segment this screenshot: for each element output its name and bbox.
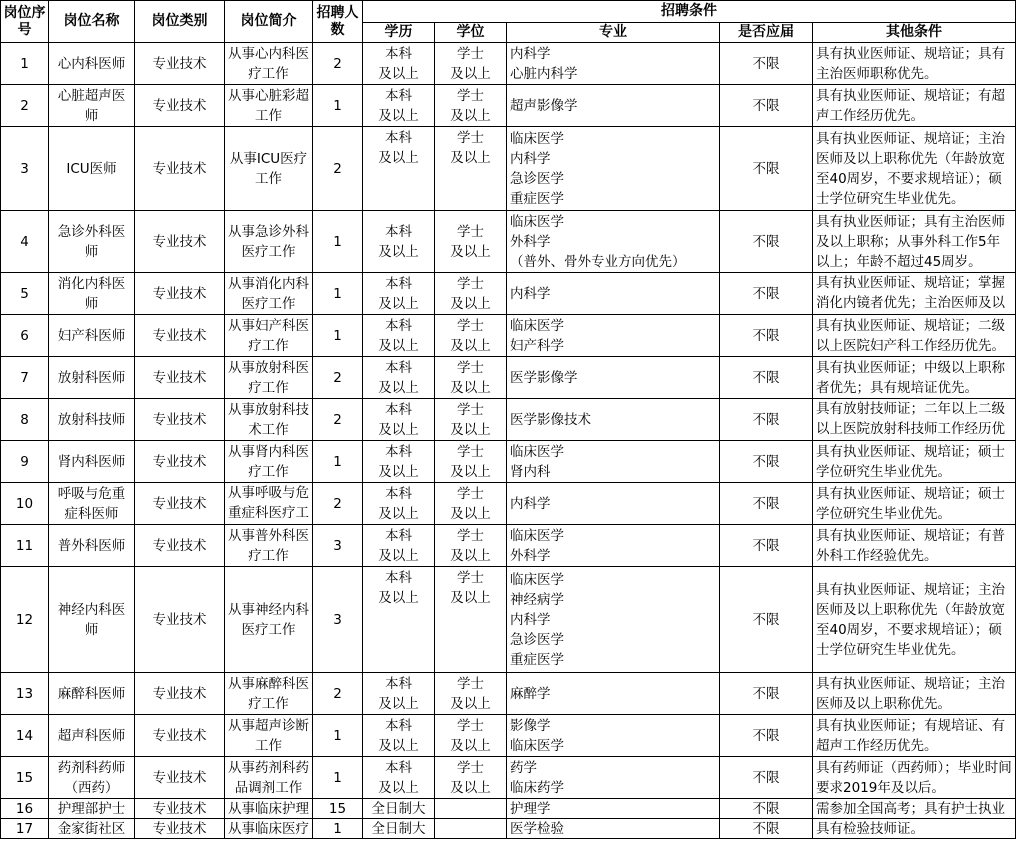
edu-line: 及以上: [378, 107, 419, 124]
cell-education: [363, 441, 435, 483]
table-row: [1, 715, 1016, 757]
cell-seq: 5: [1, 273, 49, 315]
cell-intro: 从事麻醉科医疗工作: [225, 673, 313, 715]
edu-line: 及以上: [378, 295, 419, 312]
cell-other: 具有执业医师证；有规培证、有超声工作经历优先。: [813, 715, 1016, 757]
major-line: 内科学: [510, 285, 551, 302]
cell-major: [507, 127, 720, 211]
cell-name: 护理部护士: [49, 799, 135, 819]
cell-name: 消化内科医师: [49, 273, 135, 315]
cell-category: 专业技术: [135, 273, 225, 315]
cell-other: 具有执业医师证；中级以上职称者优先；具有规培证优先。: [813, 357, 1016, 399]
cell-other: 具有执业医师证、规培证；硕士学位研究生毕业优先。: [813, 483, 1016, 525]
cell-intro: 从事急诊外科医疗工作: [225, 211, 313, 273]
deg-line: 学士: [457, 527, 484, 544]
cell-education: [363, 483, 435, 525]
cell-other: 具有执业医师证、规培证；主治医师及以上职称优先（年龄放宽至40周岁，不要求规培证）；硕士学位研究生毕业优先。: [813, 567, 1016, 673]
major-line: 临床医学: [510, 130, 564, 147]
cell-major: [507, 567, 720, 673]
cell-intro: 从事临床护理: [225, 799, 313, 819]
cell-other: 具有执业医师证、规培证；有超声工作经历优先。: [813, 85, 1016, 127]
cell-major: [507, 757, 720, 799]
cell-seq: 10: [1, 483, 49, 525]
major-line: 外科学: [510, 233, 551, 250]
cell-degree: [435, 715, 507, 757]
header-category: 岗位类别: [135, 1, 225, 43]
edu-line: 及以上: [378, 695, 419, 712]
major-line: 重症医学: [510, 651, 564, 668]
cell-name: 妇产科医师: [49, 315, 135, 357]
cell-degree: [435, 441, 507, 483]
cell-fresh: 不限: [720, 799, 813, 819]
cell-count: 2: [313, 673, 363, 715]
cell-major: [507, 525, 720, 567]
cell-education: [363, 819, 435, 839]
cell-degree: [435, 799, 507, 819]
cell-intro: 从事ICU医疗工作: [225, 127, 313, 211]
edu-line: 本科: [385, 275, 412, 292]
cell-major: [507, 85, 720, 127]
deg-line: 学士: [457, 485, 484, 502]
cell-major: [507, 399, 720, 441]
cell-seq: 8: [1, 399, 49, 441]
edu-line: 本科: [385, 675, 412, 692]
cell-seq: 16: [1, 799, 49, 819]
table-row: [1, 799, 1016, 819]
deg-line: 及以上: [450, 695, 491, 712]
major-line: 临床医学: [510, 737, 564, 754]
edu-line: 本科: [385, 570, 412, 586]
cell-count: 1: [313, 315, 363, 357]
header-seq: 岗位序号: [1, 1, 49, 43]
cell-name: 超声科医师: [49, 715, 135, 757]
header-other: 其他条件: [813, 23, 1016, 43]
deg-line: 及以上: [450, 65, 491, 82]
cell-other: 具有检验技师证。: [813, 819, 1016, 839]
cell-major: [507, 715, 720, 757]
table-row: [1, 567, 1016, 673]
cell-category: 专业技术: [135, 799, 225, 819]
deg-line: 及以上: [450, 779, 491, 796]
deg-line: 学士: [457, 675, 484, 692]
cell-degree: [435, 673, 507, 715]
deg-line: 及以上: [450, 295, 491, 312]
edu-line: 及以上: [378, 547, 419, 564]
header-name: 岗位名称: [49, 1, 135, 43]
edu-line: 本科: [385, 317, 412, 334]
cell-fresh: 不限: [720, 441, 813, 483]
cell-name: 肾内科医师: [49, 441, 135, 483]
major-line: 外科学: [510, 547, 551, 564]
cell-seq: 11: [1, 525, 49, 567]
edu-line: 本科: [385, 87, 412, 104]
edu-line: 及以上: [378, 590, 419, 606]
table-row: [1, 273, 1016, 315]
major-line: 内科学: [510, 611, 551, 628]
table-row: [1, 757, 1016, 799]
header-conditions: 招聘条件: [363, 1, 1016, 23]
deg-line: 学士: [457, 401, 484, 418]
cell-degree: [435, 85, 507, 127]
major-line: 护理学: [510, 801, 551, 817]
cell-education: [363, 715, 435, 757]
cell-category: 专业技术: [135, 399, 225, 441]
cell-category: 专业技术: [135, 715, 225, 757]
header-major: 专业: [507, 23, 720, 43]
major-line: 临床医学: [510, 317, 564, 334]
deg-line: 及以上: [450, 737, 491, 754]
deg-line: 及以上: [450, 590, 491, 606]
cell-intro: 从事放射科技术工作: [225, 399, 313, 441]
deg-line: 及以上: [450, 337, 491, 354]
cell-category: 专业技术: [135, 43, 225, 85]
cell-other: 需参加全国高考；具有护士执业: [813, 799, 1016, 819]
table-body: [1, 43, 1016, 839]
table-row: [1, 43, 1016, 85]
cell-category: 专业技术: [135, 441, 225, 483]
cell-fresh: 不限: [720, 43, 813, 85]
major-line: 急诊医学: [510, 170, 564, 187]
deg-line: 及以上: [450, 421, 491, 438]
header-education: 学历: [363, 23, 435, 43]
cell-seq: 15: [1, 757, 49, 799]
deg-line: 及以上: [450, 379, 491, 396]
edu-line: 及以上: [378, 463, 419, 480]
cell-education: [363, 273, 435, 315]
edu-line: 及以上: [378, 505, 419, 522]
major-line: 药学: [510, 759, 537, 776]
deg-line: 学士: [457, 570, 484, 586]
cell-degree: [435, 567, 507, 673]
cell-category: 专业技术: [135, 567, 225, 673]
deg-line: 学士: [457, 317, 484, 334]
cell-count: 2: [313, 399, 363, 441]
cell-other: 具有药师证（西药师）；毕业时间要求2019年及以后。: [813, 757, 1016, 799]
cell-name: 普外科医师: [49, 525, 135, 567]
cell-fresh: 不限: [720, 715, 813, 757]
cell-major: [507, 273, 720, 315]
cell-degree: [435, 819, 507, 839]
table-row: [1, 399, 1016, 441]
cell-other: 具有执业医师证、规培证；掌握消化内镜者优先；主治医师及以: [813, 273, 1016, 315]
major-line: 临床医学: [510, 571, 564, 588]
cell-name: 药剂科药师（西药）: [49, 757, 135, 799]
cell-fresh: 不限: [720, 525, 813, 567]
cell-fresh: 不限: [720, 211, 813, 273]
cell-name: 放射科技师: [49, 399, 135, 441]
major-line: 医学影像技术: [510, 411, 591, 428]
cell-major: [507, 483, 720, 525]
cell-fresh: 不限: [720, 315, 813, 357]
major-line: （普外、骨外专业方向优先）: [510, 253, 686, 270]
deg-line: 学士: [457, 443, 484, 460]
cell-major: [507, 357, 720, 399]
edu-line: 本科: [385, 401, 412, 418]
major-line: 神经病学: [510, 591, 564, 608]
cell-education: [363, 357, 435, 399]
cell-seq: 14: [1, 715, 49, 757]
edu-line: 全日制大: [371, 801, 426, 817]
cell-count: 1: [313, 715, 363, 757]
cell-intro: 从事心脏彩超工作: [225, 85, 313, 127]
cell-count: 1: [313, 441, 363, 483]
major-line: 麻醉学: [510, 685, 551, 702]
deg-line: 学士: [457, 45, 484, 62]
cell-seq: 17: [1, 819, 49, 839]
edu-line: 本科: [385, 130, 412, 146]
major-line: 重症医学: [510, 190, 564, 207]
cell-count: 1: [313, 211, 363, 273]
cell-count: 2: [313, 483, 363, 525]
cell-education: [363, 315, 435, 357]
edu-line: 及以上: [378, 779, 419, 796]
major-line: 心脏内科学: [510, 65, 578, 82]
cell-name: 心脏超声医师: [49, 85, 135, 127]
deg-line: 学士: [457, 223, 484, 240]
cell-major: [507, 43, 720, 85]
deg-line: 学士: [457, 359, 484, 376]
cell-category: 专业技术: [135, 525, 225, 567]
cell-degree: [435, 43, 507, 85]
cell-degree: [435, 273, 507, 315]
cell-intro: 从事普外科医疗工作: [225, 525, 313, 567]
deg-line: 学士: [457, 759, 484, 776]
cell-category: 专业技术: [135, 757, 225, 799]
cell-other: 具有执业医师证、规培证；硕士学位研究生毕业优先。: [813, 441, 1016, 483]
cell-fresh: 不限: [720, 483, 813, 525]
cell-intro: 从事药剂科药品调剂工作: [225, 757, 313, 799]
cell-other: 具有执业医师证、规培证；二级以上医院妇产科工作经历优先。: [813, 315, 1016, 357]
cell-seq: 9: [1, 441, 49, 483]
deg-line: 及以上: [450, 107, 491, 124]
cell-seq: 6: [1, 315, 49, 357]
cell-education: [363, 85, 435, 127]
cell-count: 2: [313, 357, 363, 399]
cell-fresh: 不限: [720, 567, 813, 673]
cell-seq: 1: [1, 43, 49, 85]
cell-education: [363, 211, 435, 273]
major-line: 肾内科: [510, 463, 551, 480]
edu-line: 及以上: [378, 421, 419, 438]
table-row: [1, 127, 1016, 211]
edu-line: 本科: [385, 45, 412, 62]
cell-count: 15: [313, 799, 363, 819]
edu-line: 及以上: [378, 65, 419, 82]
cell-degree: [435, 757, 507, 799]
cell-other: 具有执业医师证；具有主治医师及以上职称；从事外科工作5年以上；年龄不超过45周岁。: [813, 211, 1016, 273]
cell-category: 专业技术: [135, 483, 225, 525]
cell-fresh: 不限: [720, 127, 813, 211]
cell-degree: [435, 357, 507, 399]
cell-name: 神经内科医师: [49, 567, 135, 673]
table-row: [1, 483, 1016, 525]
cell-fresh: 不限: [720, 757, 813, 799]
edu-line: 及以上: [378, 337, 419, 354]
deg-line: 学士: [457, 87, 484, 104]
table-row: [1, 525, 1016, 567]
edu-line: 及以上: [378, 379, 419, 396]
major-line: 影像学: [510, 717, 551, 734]
cell-category: 专业技术: [135, 211, 225, 273]
table-row: [1, 673, 1016, 715]
edu-line: 本科: [385, 759, 412, 776]
edu-line: 及以上: [378, 737, 419, 754]
cell-major: [507, 819, 720, 839]
table-row: [1, 315, 1016, 357]
cell-category: 专业技术: [135, 357, 225, 399]
edu-line: 本科: [385, 717, 412, 734]
cell-other: 具有执业医师证、规培证；有普外科工作经验优先。: [813, 525, 1016, 567]
cell-degree: [435, 483, 507, 525]
edu-line: 全日制大: [371, 821, 426, 837]
cell-seq: 2: [1, 85, 49, 127]
cell-other: 具有放射技师证；二年以上二级以上医院放射科技师工作经历优: [813, 399, 1016, 441]
cell-degree: [435, 315, 507, 357]
cell-count: 3: [313, 525, 363, 567]
major-line: 内科学: [510, 150, 551, 167]
cell-name: 麻醉科医师: [49, 673, 135, 715]
cell-fresh: 不限: [720, 673, 813, 715]
cell-count: 1: [313, 85, 363, 127]
cell-intro: 从事消化内科医疗工作: [225, 273, 313, 315]
cell-fresh: 不限: [720, 357, 813, 399]
cell-major: [507, 673, 720, 715]
cell-major: [507, 315, 720, 357]
cell-other: 具有执业医师证、规培证；具有主治医师职称优先。: [813, 43, 1016, 85]
cell-name: 金家街社区: [49, 819, 135, 839]
header-count: 招聘人数: [313, 1, 363, 43]
deg-line: 及以上: [450, 547, 491, 564]
table-row: [1, 357, 1016, 399]
deg-line: 学士: [457, 717, 484, 734]
major-line: 内科学: [510, 45, 551, 62]
edu-line: 及以上: [378, 243, 419, 260]
cell-degree: [435, 211, 507, 273]
cell-other: 具有执业医师证、规培证；主治医师及以上职称优先（年龄放宽至40周岁，不要求规培证）；硕士学位研究生毕业优先。: [813, 127, 1016, 211]
deg-line: 学士: [457, 275, 484, 292]
cell-education: [363, 525, 435, 567]
cell-name: 放射科医师: [49, 357, 135, 399]
major-line: 临床医学: [510, 213, 564, 230]
cell-name: 急诊外科医师: [49, 211, 135, 273]
major-line: 急诊医学: [510, 631, 564, 648]
cell-name: 心内科医师: [49, 43, 135, 85]
cell-other: 具有执业医师证、规培证；主治医师及以上职称优先。: [813, 673, 1016, 715]
cell-seq: 4: [1, 211, 49, 273]
table-row: [1, 441, 1016, 483]
cell-intro: 从事妇产科医疗工作: [225, 315, 313, 357]
header-degree: 学位: [435, 23, 507, 43]
cell-education: [363, 757, 435, 799]
deg-line: 及以上: [450, 150, 491, 166]
cell-education: [363, 43, 435, 85]
major-line: 医学检验: [510, 821, 564, 837]
major-line: 临床医学: [510, 443, 564, 460]
major-line: 超声影像学: [510, 97, 578, 114]
cell-count: 1: [313, 819, 363, 839]
table-row: [1, 819, 1016, 839]
cell-intro: 从事呼吸与危重症科医疗工: [225, 483, 313, 525]
deg-line: 及以上: [450, 243, 491, 260]
cell-count: 1: [313, 757, 363, 799]
header-fresh: 是否应届: [720, 23, 813, 43]
header-intro: 岗位简介: [225, 1, 313, 43]
cell-name: ICU医师: [49, 127, 135, 211]
cell-seq: 12: [1, 567, 49, 673]
cell-education: [363, 399, 435, 441]
cell-intro: 从事心内科医疗工作: [225, 43, 313, 85]
cell-education: [363, 799, 435, 819]
table-row: [1, 85, 1016, 127]
cell-count: 2: [313, 127, 363, 211]
cell-intro: 从事超声诊断工作: [225, 715, 313, 757]
cell-major: [507, 441, 720, 483]
edu-line: 本科: [385, 485, 412, 502]
edu-line: 本科: [385, 527, 412, 544]
edu-line: 本科: [385, 359, 412, 376]
cell-category: 专业技术: [135, 673, 225, 715]
cell-fresh: 不限: [720, 273, 813, 315]
cell-intro: 从事肾内科医疗工作: [225, 441, 313, 483]
cell-category: 专业技术: [135, 315, 225, 357]
cell-education: [363, 567, 435, 673]
major-line: 临床药学: [510, 779, 564, 796]
edu-line: 本科: [385, 223, 412, 240]
cell-education: [363, 673, 435, 715]
cell-fresh: 不限: [720, 85, 813, 127]
cell-intro: 从事神经内科医疗工作: [225, 567, 313, 673]
cell-intro: 从事临床医疗: [225, 819, 313, 839]
cell-degree: [435, 399, 507, 441]
cell-degree: [435, 127, 507, 211]
cell-education: [363, 127, 435, 211]
cell-degree: [435, 525, 507, 567]
cell-fresh: 不限: [720, 819, 813, 839]
major-line: 妇产科学: [510, 337, 564, 354]
major-line: 医学影像学: [510, 369, 578, 386]
cell-seq: 3: [1, 127, 49, 211]
cell-category: 专业技术: [135, 127, 225, 211]
cell-major: [507, 799, 720, 819]
cell-count: 1: [313, 273, 363, 315]
cell-major: [507, 211, 720, 273]
edu-line: 本科: [385, 443, 412, 460]
cell-seq: 13: [1, 673, 49, 715]
deg-line: 及以上: [450, 505, 491, 522]
edu-line: 及以上: [378, 150, 419, 166]
cell-category: 专业技术: [135, 85, 225, 127]
cell-intro: 从事放射科医疗工作: [225, 357, 313, 399]
deg-line: 学士: [457, 130, 484, 146]
deg-line: 及以上: [450, 463, 491, 480]
table-row: [1, 211, 1016, 273]
cell-count: 2: [313, 43, 363, 85]
cell-name: 呼吸与危重症科医师: [49, 483, 135, 525]
cell-category: 专业技术: [135, 819, 225, 839]
major-line: 内科学: [510, 495, 551, 512]
cell-fresh: 不限: [720, 399, 813, 441]
cell-count: 3: [313, 567, 363, 673]
major-line: 临床医学: [510, 527, 564, 544]
cell-seq: 7: [1, 357, 49, 399]
